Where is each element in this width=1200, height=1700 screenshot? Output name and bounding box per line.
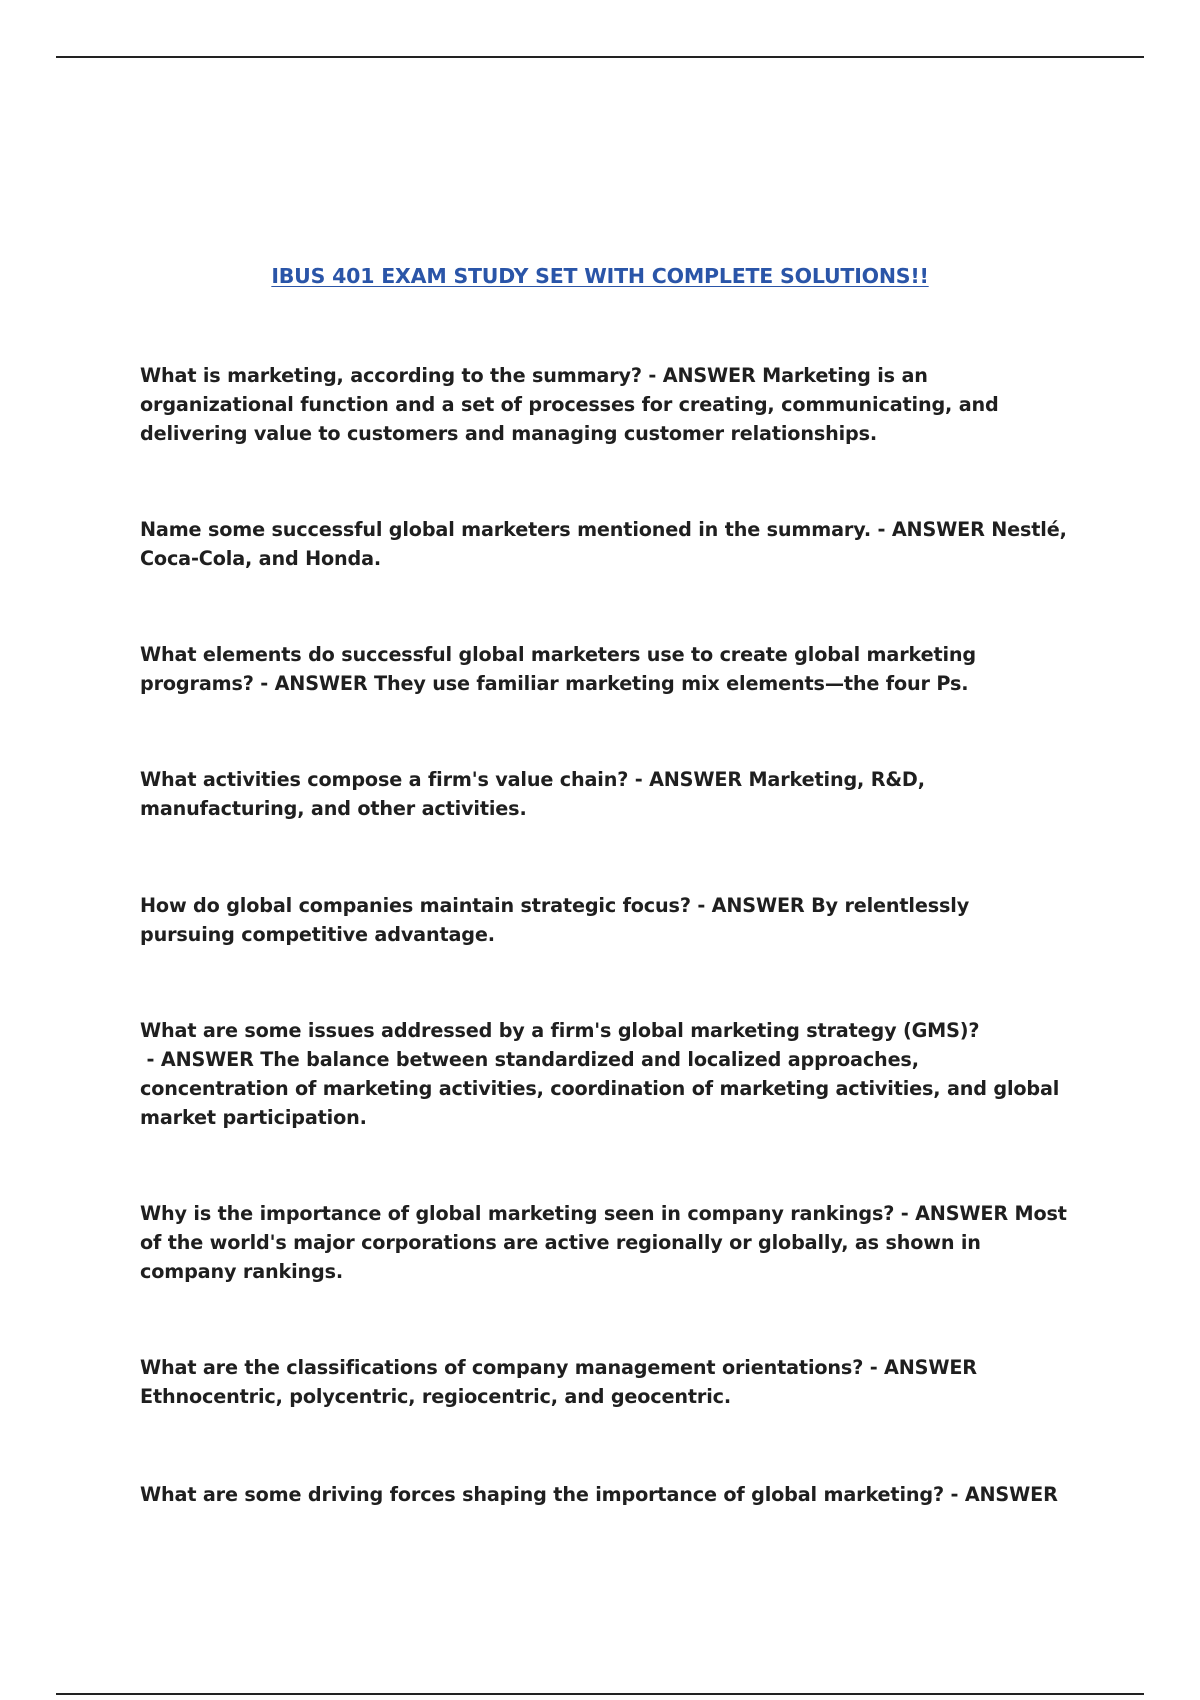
separator: - <box>641 364 663 387</box>
separator: - <box>140 1048 161 1071</box>
answer-text: ANSWER By relentlessly pursuing competitive advantage. <box>140 894 970 946</box>
question-text: Name some successful global marketers mentioned in the summary. <box>140 518 871 541</box>
question-text: What are some driving forces shaping the importance of global marketing? <box>140 1483 944 1506</box>
answer-text: ANSWER Ethnocentric, polycentric, regiocentric, and geocentric. <box>140 1356 977 1408</box>
separator: - <box>894 1202 916 1225</box>
separator: - <box>690 894 712 917</box>
separator: - <box>628 768 650 791</box>
separator: - <box>943 1483 965 1506</box>
separator: - <box>870 518 892 541</box>
qa-item-6 <box>140 1016 1070 1132</box>
answer-text: ANSWER They use familiar marketing mix elements—the four Ps. <box>274 672 969 695</box>
qa-item-4 <box>140 765 1070 823</box>
document-title: IBUS 401 EXAM STUDY SET WITH COMPLETE SOLUTIONS!! <box>271 264 929 288</box>
question-text: What are the classifications of company management orientations? <box>140 1356 864 1379</box>
answer-text: ANSWER Marketing, R&D, manufacturing, and other activities. <box>140 768 925 820</box>
qa-item-8 <box>140 1353 1070 1411</box>
qa-item-1 <box>140 361 1070 448</box>
bottom-rule <box>56 1693 1144 1695</box>
question-text: How do global companies maintain strategic focus? <box>140 894 691 917</box>
qa-item-3 <box>140 640 1070 698</box>
separator: - <box>863 1356 885 1379</box>
top-rule <box>56 56 1144 58</box>
separator: - <box>253 672 275 695</box>
question-text: What activities compose a firm's value chain? <box>140 768 629 791</box>
question-text: What elements do successful global marketers use to create global marketing programs? <box>140 643 977 695</box>
qa-item-2 <box>140 515 1070 573</box>
answer-text: ANSWER Nestlé, Coca-Cola, and Honda. <box>140 518 1067 570</box>
qa-item-7 <box>140 1199 1070 1286</box>
qa-item-5 <box>140 891 1070 949</box>
answer-text: ANSWER The balance between standardized and localized approaches, concentration of marketing activities, coordination of marketing activities, and global market participation. <box>140 1048 1060 1129</box>
question-text: What is marketing, according to the summary? <box>140 364 642 387</box>
answer-text: ANSWER Marketing is an organizational function and a set of processes for creating, communicating, and delivering value to customers and managing customer relationships. <box>140 364 999 445</box>
answer-text: ANSWER <box>964 1483 1058 1506</box>
answer-text: ANSWER Most of the world's major corporations are active regionally or globally, as shown in company rankings. <box>140 1202 1067 1283</box>
qa-item-9 <box>140 1480 1070 1509</box>
question-text: What are some issues addressed by a firm's global marketing strategy (GMS)? <box>140 1019 980 1042</box>
question-text: Why is the importance of global marketing seen in company rankings? <box>140 1202 895 1225</box>
